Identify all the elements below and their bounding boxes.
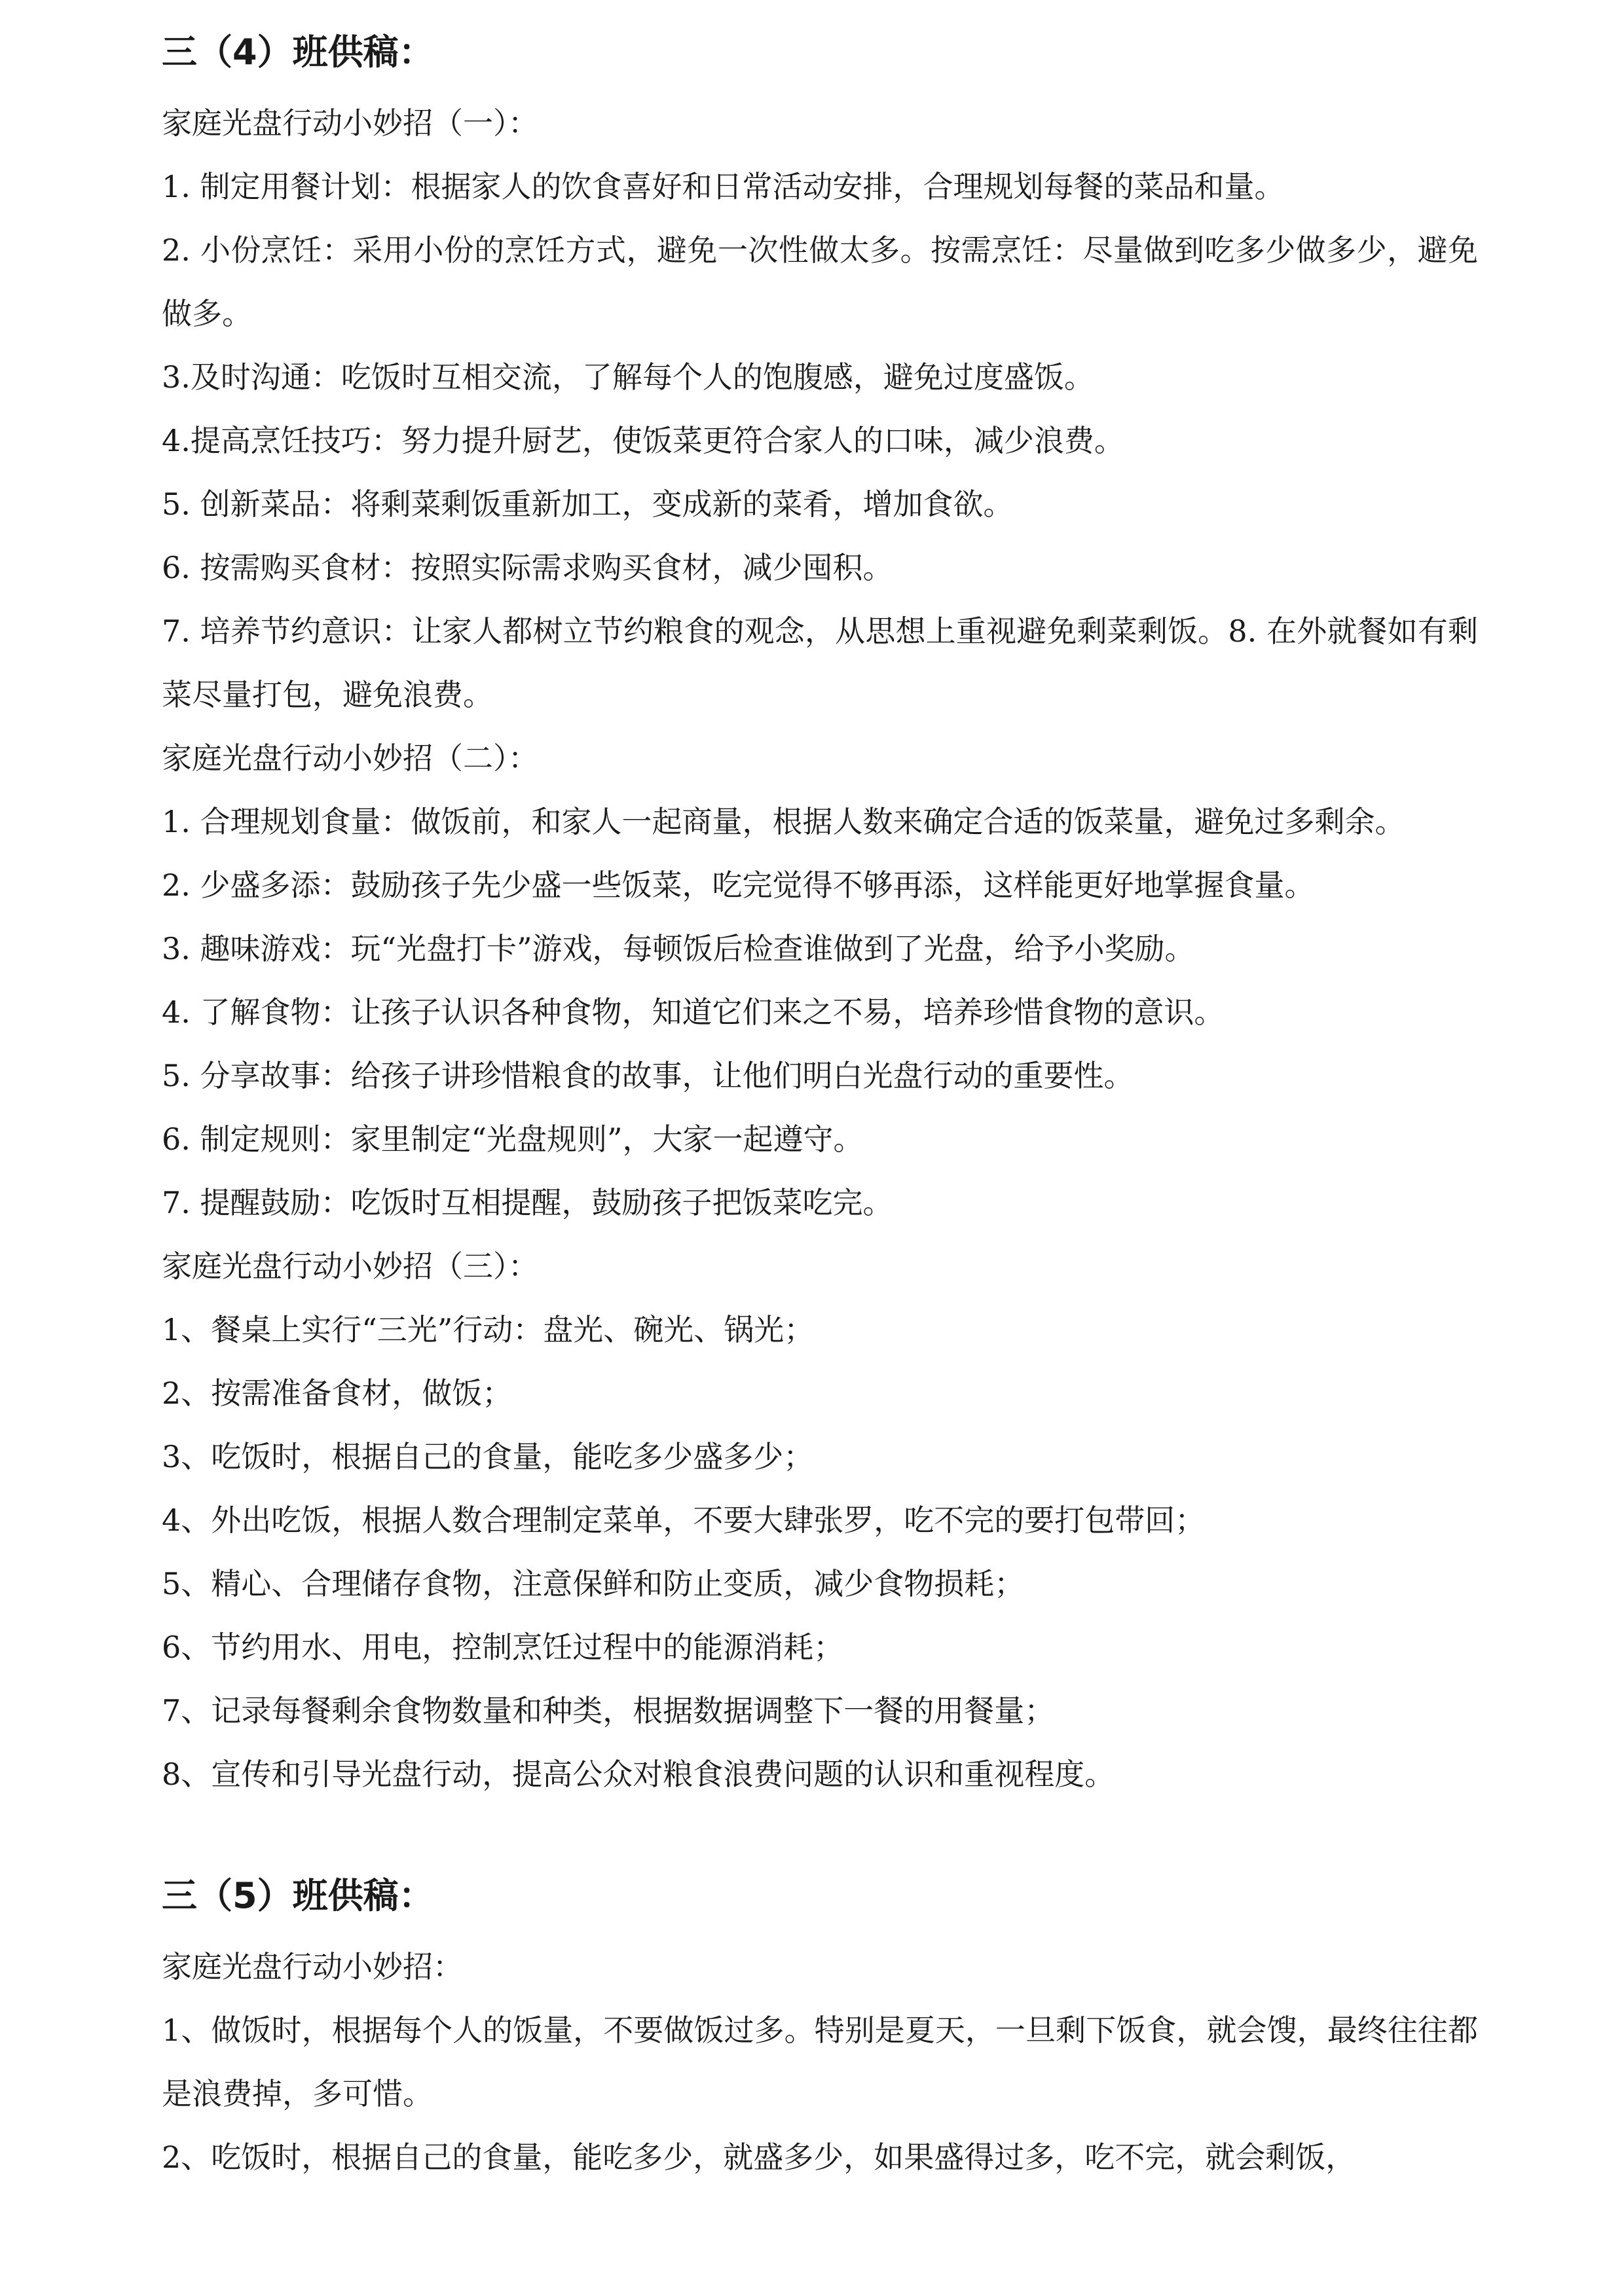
tip-item: 2. 少盛多添：鼓励孩子先少盛一些饭菜，吃完觉得不够再添，这样能更好地掌握食量。 — [162, 867, 1315, 903]
tip-item: 6. 按需购买食材：按照实际需求购买食材，减少囤积。 — [162, 550, 893, 585]
section-heading-class-3-4: 三（4）班供稿： — [162, 31, 434, 73]
tip-item: 7. 培养节约意识：让家人都树立节约粮食的观念，从思想上重视避免剩菜剩饭。8. 在外就餐如有剩菜尽量打包，避免浪费。 — [162, 613, 1478, 712]
tip-item: 2、按需准备食材，做饭； — [162, 1376, 513, 1411]
tip-item: 1、餐桌上实行“三光”行动：盘光、碗光、锅光； — [162, 1312, 815, 1347]
section-spacer — [162, 1806, 1478, 1870]
section-heading-class-3-5: 三（5）班供稿： — [162, 1875, 434, 1916]
document-page — [162, 26, 1478, 2189]
tip-item: 1、做饭时，根据每个人的饭量，不要做饭过多。特别是夏天，一旦剩下饭食，就会馊，最终往往都是浪费掉，多可惜。 — [162, 2013, 1478, 2111]
tip-item: 5. 分享故事：给孩子讲珍惜粮食的故事，让他们明白光盘行动的重要性。 — [162, 1058, 1134, 1093]
tips-title-2: 家庭光盘行动小妙招（二）： — [162, 740, 538, 776]
tip-item: 2、吃饭时，根据自己的食量，能吃多少，就盛多少，如果盛得过多，吃不完，就会剩饭， — [162, 2140, 1356, 2175]
tip-item: 3. 趣味游戏：玩“光盘打卡”游戏，每顿饭后检查谁做到了光盘，给予小奖励。 — [162, 931, 1195, 966]
tip-item: 4、外出吃饭，根据人数合理制定菜单，不要大肆张罗，吃不完的要打包带回； — [162, 1503, 1206, 1538]
tip-item: 5、精心、合理储存食物，注意保鲜和防止变质，减少食物损耗； — [162, 1566, 1025, 1601]
tip-item: 4. 了解食物：让孩子认识各种食物，知道它们来之不易，培养珍惜食物的意识。 — [162, 994, 1225, 1030]
tips-title-class-3-5: 家庭光盘行动小妙招： — [162, 1949, 463, 1984]
tip-item: 2. 小份烹饪：采用小份的烹饪方式，避免一次性做太多。按需烹饪：尽量做到吃多少做多少，避免做多。 — [162, 232, 1478, 331]
tip-item: 3.及时沟通：吃饭时互相交流，了解每个人的饱腹感，避免过度盛饭。 — [162, 359, 1094, 395]
tip-item: 4.提高烹饪技巧：努力提升厨艺，使饭菜更符合家人的口味，减少浪费。 — [162, 423, 1124, 458]
tip-item: 7. 提醒鼓励：吃饭时互相提醒，鼓励孩子把饭菜吃完。 — [162, 1185, 893, 1220]
tips-title-3: 家庭光盘行动小妙招（三）： — [162, 1248, 538, 1284]
tip-item: 7、记录每餐剩余食物数量和种类，根据数据调整下一餐的用餐量； — [162, 1693, 1055, 1728]
tip-item: 3、吃饭时，根据自己的食量，能吃多少盛多少； — [162, 1439, 814, 1474]
tip-item: 6、节约用水、用电，控制烹饪过程中的能源消耗； — [162, 1630, 844, 1665]
tip-item: 1. 制定用餐计划：根据家人的饮食喜好和日常活动安排，合理规划每餐的菜品和量。 — [162, 169, 1285, 204]
tip-item: 5. 创新菜品：将剩菜剩饭重新加工，变成新的菜肴，增加食欲。 — [162, 486, 1014, 522]
tip-item: 1. 合理规划食量：做饭前，和家人一起商量，根据人数来确定合适的饭菜量，避免过多剩余。 — [162, 804, 1405, 839]
tips-title-1: 家庭光盘行动小妙招（一）： — [162, 105, 538, 141]
tip-item: 6. 制定规则：家里制定“光盘规则”，大家一起遵守。 — [162, 1121, 864, 1157]
tip-item: 8、宣传和引导光盘行动，提高公众对粮食浪费问题的认识和重视程度。 — [162, 1757, 1115, 1792]
